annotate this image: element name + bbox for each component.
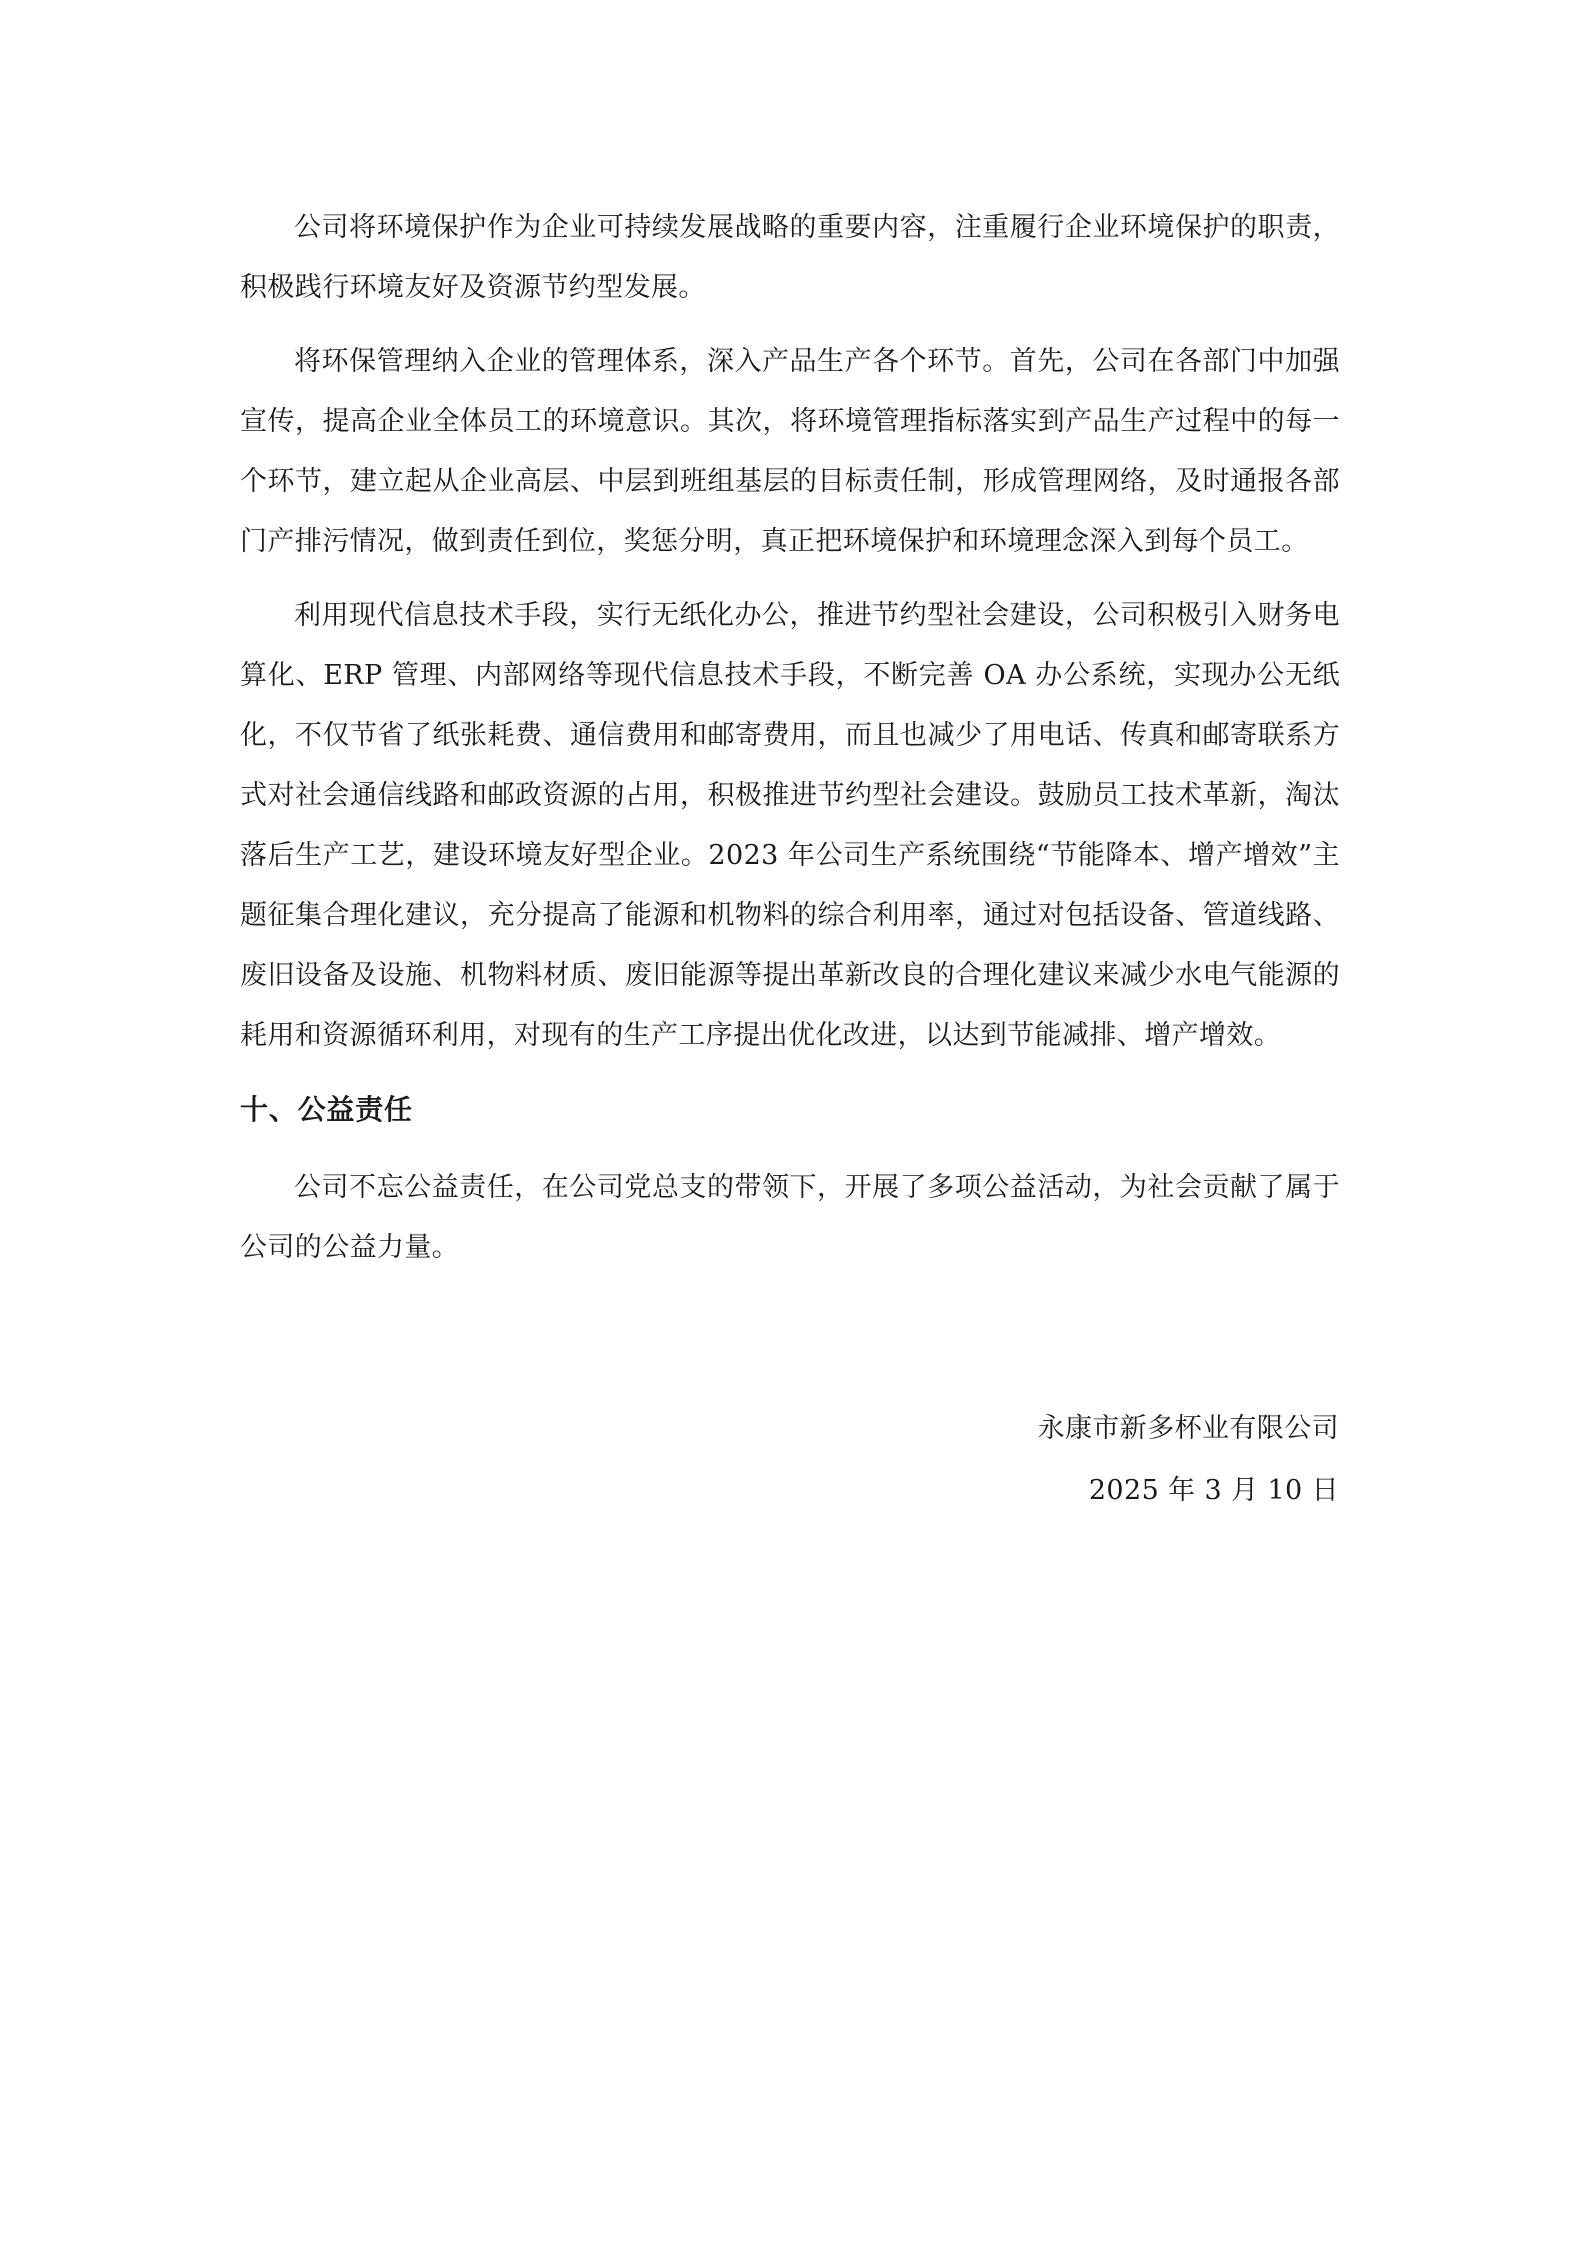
signature-date: 2025 年 3 月 10 日 (1088, 1475, 1339, 1506)
paragraph-environment-management: 将环保管理纳入企业的管理体系，深入产品生产各个环节。首先，公司在各部门中加强宣传，提高企业全体员工的环境意识。其次，将环境管理指标落实到产品生产过程中的每一个环节，建立起从企业高层、中层到班组基层的目标责任制，形成管理网络，及时通报各部门产排污情况，做到责任到位，奖惩分明，真正把环境保护和环境理念深入到每个员工。 (240, 346, 1340, 557)
paragraph-environment-strategy: 公司将环境保护作为企业可持续发展战略的重要内容，注重履行企业环境保护的职责，积极践行环境友好及资源节约型发展。 (240, 212, 1340, 303)
document-body (240, 198, 1340, 1292)
paragraph-public-welfare: 公司不忘公益责任，在公司党总支的带领下，开展了多项公益活动，为社会贡献了属于公司的公益力量。 (240, 1172, 1340, 1263)
paragraph-paperless-office: 利用现代信息技术手段，实行无纸化办公，推进节约型社会建设，公司积极引入财务电算化、ERP 管理、内部网络等现代信息技术手段，不断完善 OA 办公系统，实现办公无纸化，不仅节省了纸张耗费、通信费用和邮寄费用，而且也减少了用电话、传真和邮寄联系方式对社会通信线路和邮政资源的占用，积极推进节约型社会建设。鼓励员工技术革新，淘汰落后生产工艺，建设环境友好型企业。2023 年公司生产系统围绕“节能降本、增产增效”主题征集合理化建议，充分提高了能源和机物料的综合利用率，通过对包括设备、管道线路、废旧设备及设施、机物料材质、废旧能源等提出革新改良的合理化建议来减少水电气能源的耗用和资源循环利用，对现有的生产工序提出优化改进，以达到节能减排、增产增效。 (240, 600, 1340, 1051)
signature-block (1038, 1398, 1339, 1522)
signature-company: 永康市新多杯业有限公司 (1037, 1413, 1339, 1444)
section-heading-public-welfare: 十、公益责任 (240, 1093, 413, 1126)
